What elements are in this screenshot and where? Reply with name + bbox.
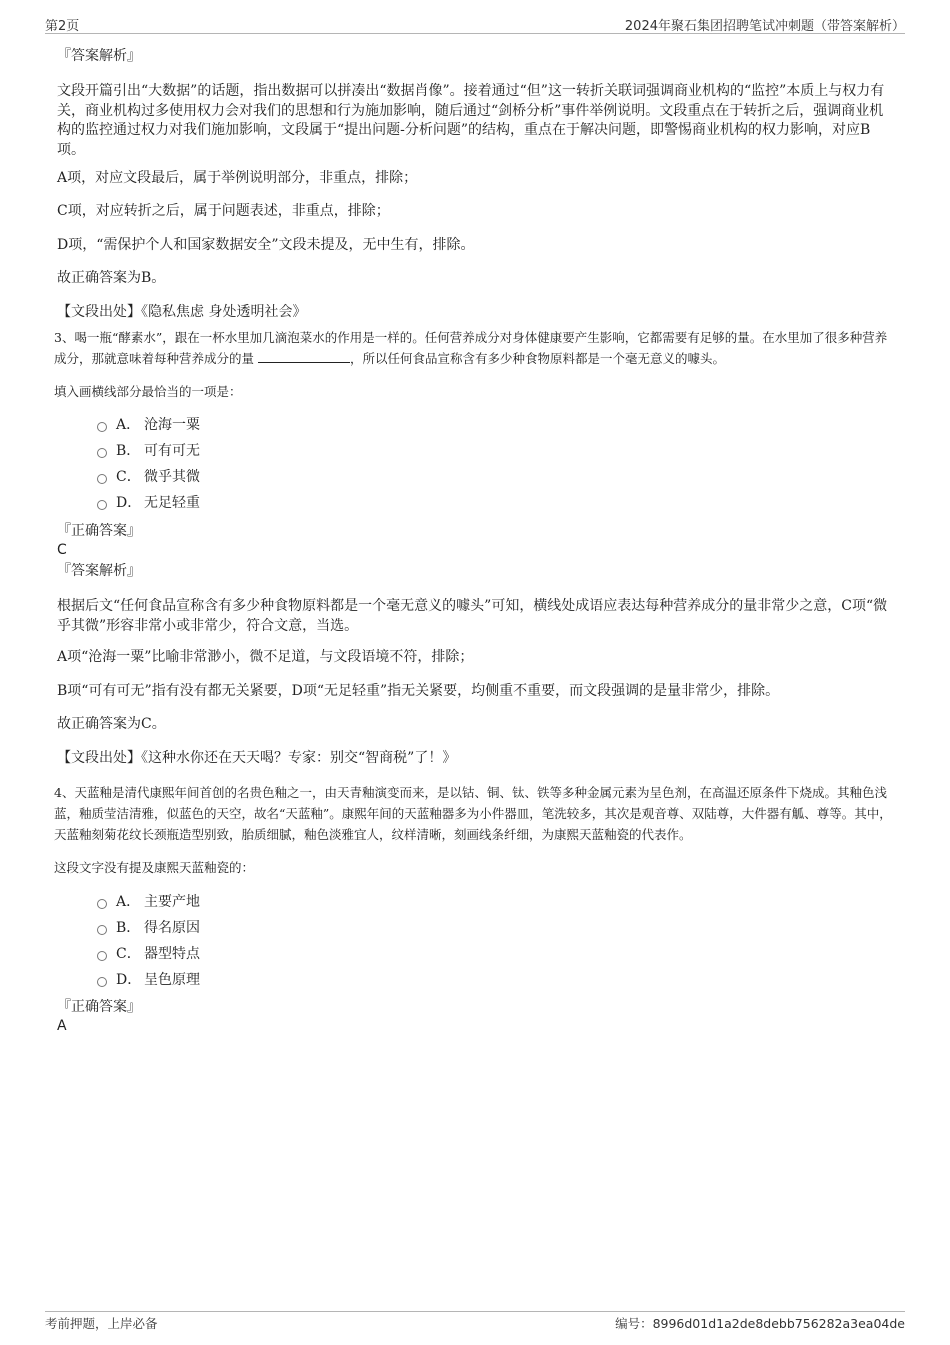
- q3-explain-bd: B项“可有可无”指有没有都无关紧要，D项“无足轻重”指无关紧要，均侧重不重要，而文段强调的是量非常少，排除。: [57, 683, 780, 699]
- option-letter: D．: [116, 495, 142, 511]
- option-text: 无足轻重: [144, 495, 200, 511]
- radio-button-icon[interactable]: [97, 951, 107, 961]
- radio-button-icon[interactable]: [97, 925, 107, 935]
- q3-prompt: 填入画横线部分最恰当的一项是：: [54, 384, 242, 399]
- option-text: 沧海一粟: [144, 417, 200, 433]
- document-title: 2024年聚石集团招聘笔试冲刺题（带答案解析）: [624, 19, 905, 34]
- q3-source: 【文段出处】《这种水你还在天天喝？专家：别交“智商税”了！》: [57, 750, 457, 766]
- q4-option-a[interactable]: [97, 893, 200, 912]
- option-letter: B．: [116, 443, 141, 459]
- option-text: 器型特点: [144, 946, 200, 962]
- q4-stem: 4、天蓝釉是清代康熙年间首创的名贵色釉之一，由天青釉演变而来，是以钴、铜、钛、铁等多种金属元素为呈色剂，在高温还原条件下烧成。其釉色浅蓝，釉质莹洁清雅，似蓝色的天空，故名“天蓝釉”。康熙年间的天蓝釉器多为小件器皿，笔洗较多，其次是观音尊、双陆尊，大件器有觚、尊等。其中，天蓝釉刻菊花纹长颈瓶造型别致，胎质细腻，釉色淡雅宜人，纹样清晰，刻画线条纤细，为康熙天蓝釉瓷的代表作。: [54, 785, 892, 842]
- q3-answer-label: 『正确答案』: [57, 523, 141, 539]
- option-text: 得名原因: [144, 920, 200, 936]
- page-footer: [45, 1311, 905, 1331]
- option-letter: C．: [116, 946, 141, 962]
- q3-stem: [54, 327, 899, 369]
- q2-analysis-label: 『答案解析』: [57, 48, 141, 64]
- q3-option-d[interactable]: [97, 494, 200, 513]
- q3-conclusion: 故正确答案为C。: [57, 716, 166, 732]
- radio-button-icon[interactable]: [97, 899, 107, 909]
- option-text: 主要产地: [144, 894, 200, 910]
- q4-option-d[interactable]: [97, 971, 200, 990]
- q3-explain-a: A项“沧海一粟”比喻非常渺小，微不足道，与文段语境不符，排除；: [57, 649, 474, 665]
- option-letter: D．: [116, 972, 142, 988]
- q4-option-c[interactable]: [97, 945, 200, 964]
- q3-analysis-label: 『答案解析』: [57, 563, 141, 579]
- q3-option-a[interactable]: [97, 416, 200, 435]
- q3-option-c[interactable]: [97, 468, 200, 487]
- q2-source: 【文段出处】《隐私焦虑 身处透明社会》: [57, 304, 307, 320]
- radio-button-icon[interactable]: [97, 448, 107, 458]
- option-letter: C．: [116, 469, 141, 485]
- option-letter: B．: [116, 920, 141, 936]
- q3-answer: C: [57, 542, 67, 558]
- option-text: 可有可无: [144, 443, 200, 459]
- q3-stem-after: ，所以任何食品宣称含有多少种食物原料都是一个毫无意义的噱头。: [350, 351, 726, 366]
- q4-answer: A: [57, 1018, 67, 1034]
- option-letter: A．: [116, 894, 141, 910]
- q2-conclusion: 故正确答案为B。: [57, 270, 166, 286]
- q3-blank-line: [258, 349, 350, 363]
- q3-option-b[interactable]: [97, 442, 200, 461]
- option-text: 呈色原理: [144, 972, 200, 988]
- q2-explain-d: D项，“需保护个人和国家数据安全”文段未提及，无中生有，排除。: [57, 237, 475, 253]
- q3-stem-before: 3、喝一瓶“酵素水”，跟在一杯水里加几滴泡菜水的作用是一样的。任何营养成分对身体健康要产生影响，它都需要有足够的量。在水里加了很多种营养成分，那就意味着每种营养成分的量: [54, 330, 888, 366]
- option-text: 微乎其微: [144, 469, 200, 485]
- footer-slogan: 考前押题，上岸必备: [45, 1316, 158, 1331]
- q2-analysis-text: 文段开篇引出“大数据”的话题，指出数据可以拼凑出“数据肖像”。接着通过“但”这一转折关联词强调商业机构的“监控”本质上与权力有关，商业机构过多使用权力会对我们的思想和行为施加影响，随后通过“剑桥分析”事件举例说明。文段重点在于转折之后，强调商业机构的监控通过权力对我们施加影响，文段属于“提出问题-分析问题”的结构，重点在于解决问题，即警惕商业机构的权力影响，对应B项。: [57, 83, 885, 158]
- radio-button-icon[interactable]: [97, 977, 107, 987]
- document-id: 编号：8996d01d1a2de8debb756282a3ea04de: [615, 1316, 905, 1331]
- page-number: 第2页: [45, 19, 80, 34]
- q2-explain-c: C项，对应转折之后，属于问题表述，非重点，排除；: [57, 203, 390, 219]
- q2-explain-a: A项，对应文段最后，属于举例说明部分，非重点，排除；: [57, 170, 418, 186]
- q4-prompt: 这段文字没有提及康熙天蓝釉瓷的：: [54, 860, 255, 875]
- q4-option-b[interactable]: [97, 919, 200, 938]
- radio-button-icon[interactable]: [97, 422, 107, 432]
- q3-analysis-text: 根据后文“任何食品宣称含有多少种食物原料都是一个毫无意义的噱头”可知，横线处成语应表达每种营养成分的量非常少之意，C项“微乎其微”形容非常小或非常少，符合文意，当选。: [57, 598, 888, 634]
- radio-button-icon[interactable]: [97, 474, 107, 484]
- radio-button-icon[interactable]: [97, 500, 107, 510]
- page-header: [45, 14, 905, 34]
- q4-answer-label: 『正确答案』: [57, 999, 141, 1015]
- option-letter: A．: [116, 417, 141, 433]
